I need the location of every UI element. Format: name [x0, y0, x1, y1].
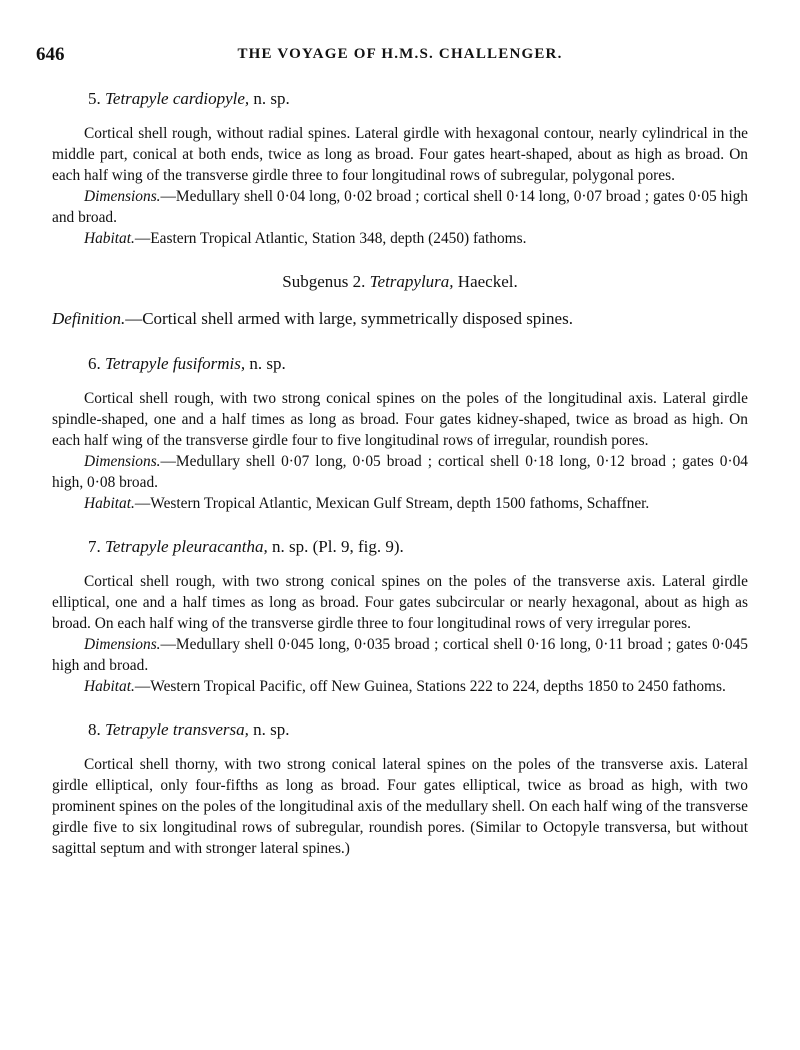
subgenus-heading: [52, 271, 748, 292]
species-number: 6.: [88, 354, 101, 373]
subgenus-definition: [52, 308, 748, 329]
habitat-text: —Western Tropical Atlantic, Mexican Gulf Stream, depth 1500 fathoms, Schaffner.: [134, 495, 650, 512]
subgenus-author: Haeckel.: [457, 272, 518, 291]
habitat-text: —Western Tropical Pacific, off New Guinea, Stations 222 to 224, depths 1850 to 2450 fathoms.: [134, 678, 726, 695]
species-entry: [52, 88, 748, 249]
species-dimensions: [52, 451, 748, 493]
species-description: Cortical shell rough, without radial spines. Lateral girdle with hexagonal contour, nearly cylindrical in the middle part, conical at both ends, twice as long as broad. Four gates heart-shaped, about as high as broad. On each half wing of the transverse girdle three to four longitudinal rows of subregular, polygonal pores.: [52, 125, 748, 184]
species-description: Cortical shell rough, with two strong conical spines on the poles of the transverse axis. Lateral girdle elliptical, one and a half times as long as broad. Four gates subcircular or nearly hexagonal, about as high as broad. On each half wing of the transverse girdle three to four longitudinal rows of very irregular pores.: [52, 573, 748, 632]
dimensions-text: —Medullary shell 0·07 long, 0·05 broad ; cortical shell 0·18 long, 0·12 broad ; gates 0·04 high, 0·08 broad.: [52, 453, 748, 491]
dimensions-label: Dimensions.: [84, 453, 161, 470]
species-habitat: [52, 228, 748, 249]
habitat-text: —Eastern Tropical Atlantic, Station 348, depth (2450) fathoms.: [134, 230, 527, 247]
species-name: Tetrapyle pleuracantha,: [105, 537, 268, 556]
species-number: 8.: [88, 720, 101, 739]
species-name: Tetrapyle transversa,: [105, 720, 249, 739]
species-suffix: n. sp. (Pl. 9, fig. 9).: [272, 537, 404, 556]
page-number: 646: [36, 44, 65, 65]
habitat-label: Habitat.: [84, 495, 135, 512]
subgenus-prefix: Subgenus 2.: [282, 272, 366, 291]
page-body: [52, 88, 748, 881]
dimensions-label: Dimensions.: [84, 188, 161, 205]
species-entry: [52, 719, 748, 859]
species-suffix: n. sp.: [249, 354, 286, 373]
species-suffix: n. sp.: [253, 89, 290, 108]
species-heading: [52, 353, 748, 374]
species-heading: [52, 536, 748, 557]
species-habitat: [52, 493, 748, 514]
habitat-label: Habitat.: [84, 230, 135, 247]
species-name: Tetrapyle cardiopyle,: [105, 89, 250, 108]
page-header: [36, 44, 764, 68]
subgenus-name: Tetrapylura,: [369, 272, 454, 291]
species-entry: [52, 536, 748, 697]
dimensions-label: Dimensions.: [84, 636, 161, 653]
habitat-label: Habitat.: [84, 678, 135, 695]
species-heading: [52, 88, 748, 109]
species-dimensions: [52, 634, 748, 676]
species-name: Tetrapyle fusiformis,: [105, 354, 246, 373]
species-number: 5.: [88, 89, 101, 108]
species-number: 7.: [88, 537, 101, 556]
species-description: Cortical shell thorny, with two strong conical lateral spines on the poles of the transverse axis. Lateral girdle elliptical, only four-fifths as long as broad. Four gates elliptical, twice as broad as high, with two prominent spines on the poles of the longitudinal axis of the medullary shell. On each half wing of the transverse girdle five to six longitudinal rows of subregular, roundish pores. (Similar to Octopyle transversa, but without sagittal septum and with stronger lateral spines.): [52, 756, 748, 857]
species-dimensions: [52, 186, 748, 228]
definition-label: Definition.: [52, 309, 126, 328]
species-habitat: [52, 676, 748, 697]
species-heading: [52, 719, 748, 740]
dimensions-text: —Medullary shell 0·04 long, 0·02 broad ; cortical shell 0·14 long, 0·07 broad ; gates 0·05 high and broad.: [52, 188, 748, 226]
species-description: Cortical shell rough, with two strong conical spines on the poles of the longitudinal axis. Lateral girdle spindle-shaped, one and a half times as long as broad. Four gates kidney-shaped, twice as broad as high. On each half wing of the transverse girdle four to five longitudinal rows of irregular, roundish pores.: [52, 390, 748, 449]
species-suffix: n. sp.: [253, 720, 290, 739]
definition-text: —Cortical shell armed with large, symmetrically disposed spines.: [125, 309, 573, 328]
dimensions-text: —Medullary shell 0·045 long, 0·035 broad ; cortical shell 0·16 long, 0·11 broad ; gates 0·045 high and broad.: [52, 636, 748, 674]
running-title: THE VOYAGE OF H.M.S. CHALLENGER.: [237, 46, 563, 62]
species-entry: [52, 353, 748, 514]
